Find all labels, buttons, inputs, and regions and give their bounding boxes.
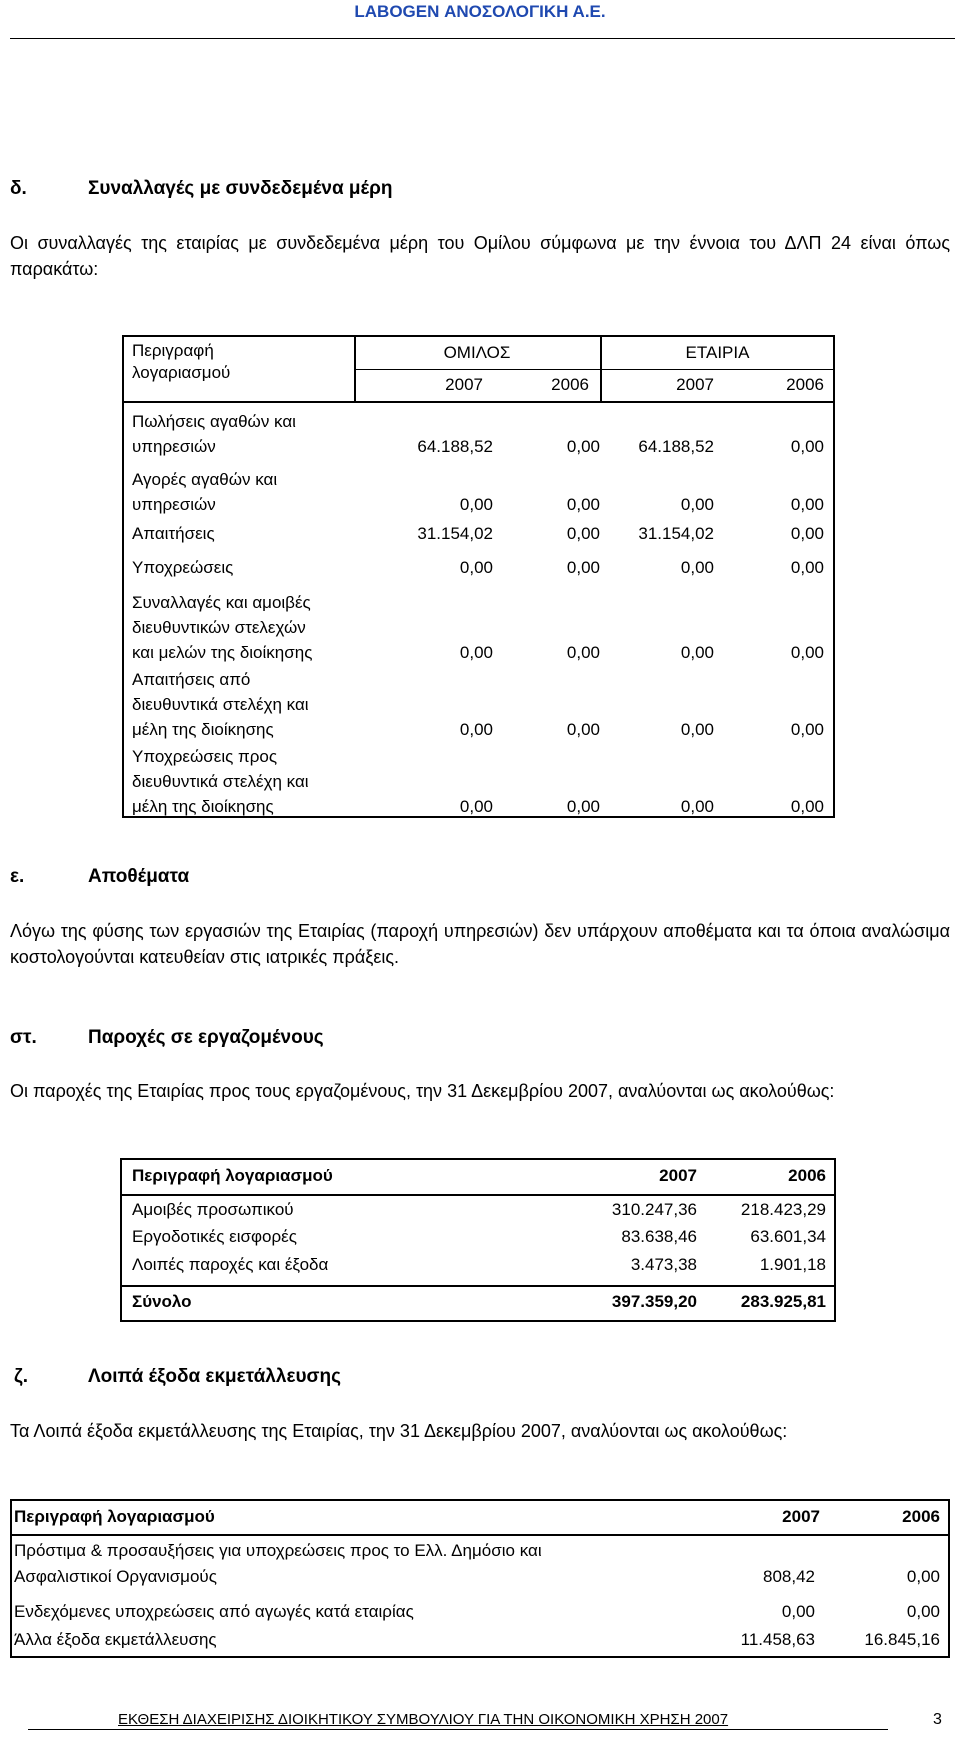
row-value: 0,00 xyxy=(566,437,600,456)
column-header-2007: 2007 xyxy=(659,1166,697,1185)
column-header-description: λογαριασμού xyxy=(132,363,231,382)
total-value-2006: 283.925,81 xyxy=(740,1292,826,1311)
row-value-2007: 310.247,36 xyxy=(611,1200,697,1219)
section-title: Αποθέματα xyxy=(88,866,190,887)
row-label: Συναλλαγές και αμοιβές xyxy=(132,593,311,612)
row-value: 0,00 xyxy=(790,643,824,662)
row-value: 0,00 xyxy=(566,797,600,816)
row-value: 0,00 xyxy=(459,797,493,816)
row-label: υπηρεσιών xyxy=(132,495,216,514)
row-label: και μελών της διοίκησης xyxy=(132,643,313,662)
row-label: Πρόστιμα & προσαυξήσεις για υποχρεώσεις προς το Ελλ. Δημόσιο και xyxy=(14,1541,542,1560)
section-z-paragraph: Τα Λοιπά έξοδα εκμετάλλευσης της Εταιρίας, την 31 Δεκεμβρίου 2007, αναλύονται ως ακολούθως: xyxy=(10,1421,788,1441)
column-header-2006: 2006 xyxy=(902,1507,940,1526)
section-e-paragraph: Λόγω της φύσης των εργασιών της Εταιρίας (παροχή υπηρεσιών) δεν υπάρχουν αποθέματα και τα όποια αναλώσιμα κοστολογούνται κατευθείαν στις ιατρικές πράξεις. xyxy=(10,921,950,967)
section-d-paragraph: Οι συναλλαγές της εταιρίας με συνδεδεμένα μέρη του Ομίλου σύμφωνα με την έννοια του ΔΛΠ 24 είναι όπως παρακάτω: xyxy=(10,233,950,279)
row-value: 0,00 xyxy=(459,643,493,662)
row-label: μέλη της διοίκησης xyxy=(132,720,274,739)
row-value-2007: 0,00 xyxy=(781,1602,815,1621)
row-value: 0,00 xyxy=(566,720,600,739)
total-value-2007: 397.359,20 xyxy=(611,1292,697,1311)
row-value: 31.154,02 xyxy=(417,524,493,543)
year-header: 2007 xyxy=(445,375,483,394)
row-value-2007: 3.473,38 xyxy=(630,1255,697,1274)
row-value-2007: 83.638,46 xyxy=(621,1227,697,1246)
row-label: μέλη της διοίκησης xyxy=(132,797,274,816)
row-label: Αγορές αγαθών και xyxy=(132,470,278,489)
row-value: 0,00 xyxy=(566,524,600,543)
header-bottom-rule xyxy=(122,401,835,403)
header-bottom-rule xyxy=(120,1194,836,1196)
row-value: 0,00 xyxy=(566,643,600,662)
row-value: 0,00 xyxy=(680,495,714,514)
header-divider xyxy=(354,369,835,370)
footer-text: ΕΚΘΕΣΗ ΔΙΑΧΕΙΡΙΣΗΣ ΔΙΟΙΚΗΤΙΚΟΥ ΣΥΜΒΟΥΛΙΟΥ ΓΙΑ ΤΗΝ ΟΙΚΟΝΟΜΙΚΗ ΧΡΗΣΗ 2007 xyxy=(118,1711,729,1728)
header-bottom-rule xyxy=(10,1534,950,1536)
row-value-2006: 1.901,18 xyxy=(759,1255,826,1274)
row-value: 0,00 xyxy=(459,558,493,577)
row-value: 64.188,52 xyxy=(417,437,493,456)
page-number: 3 xyxy=(933,1711,942,1728)
column-header-description: Περιγραφή λογαριασμού xyxy=(14,1507,215,1526)
row-value: 0,00 xyxy=(566,495,600,514)
row-value-2006: 16.845,16 xyxy=(864,1630,940,1649)
row-value: 0,00 xyxy=(566,558,600,577)
row-value-2006: 63.601,34 xyxy=(750,1227,826,1246)
row-value: 0,00 xyxy=(680,558,714,577)
row-label: διευθυντικά στελέχη και xyxy=(132,772,309,791)
company-header: ΕΤΑΙΡΙΑ xyxy=(685,343,750,362)
row-value: 0,00 xyxy=(459,720,493,739)
row-label: Αμοιβές προσωπικού xyxy=(132,1200,294,1219)
section-z-heading xyxy=(10,1366,342,1388)
column-header-2006: 2006 xyxy=(788,1166,826,1185)
row-label: Απαιτήσεις από xyxy=(132,670,251,689)
row-label: Εργοδοτικές εισφορές xyxy=(132,1227,297,1246)
total-label: Σύνολο xyxy=(132,1292,192,1311)
row-label: διευθυντικών στελεχών xyxy=(132,618,306,637)
row-label: Πωλήσεις αγαθών και xyxy=(132,412,296,431)
section-st-heading xyxy=(10,1027,324,1049)
section-d-heading xyxy=(10,178,393,200)
row-label: Υποχρεώσεις xyxy=(132,558,234,577)
section-st-paragraph: Οι παροχές της Εταιρίας προς τους εργαζομένους, την 31 Δεκεμβρίου 2007, αναλύονται ως ακολούθως: xyxy=(10,1081,835,1101)
row-value-2007: 808,42 xyxy=(763,1567,815,1586)
row-value: 0,00 xyxy=(459,495,493,514)
row-value-2006: 218.423,29 xyxy=(740,1200,826,1219)
section-title: Συναλλαγές με συνδεδεμένα μέρη xyxy=(88,178,393,199)
row-value: 0,00 xyxy=(680,797,714,816)
year-header: 2006 xyxy=(551,375,589,394)
section-number: στ. xyxy=(10,1027,37,1048)
footer-rule xyxy=(28,1729,888,1730)
row-label: Άλλα έξοδα εκμετάλλευσης xyxy=(14,1630,217,1649)
group-header: ΟΜΙΛΟΣ xyxy=(443,343,511,362)
header-rule xyxy=(10,38,955,39)
row-label: υπηρεσιών xyxy=(132,437,216,456)
row-value: 64.188,52 xyxy=(638,437,714,456)
row-label: διευθυντικά στελέχη και xyxy=(132,695,309,714)
section-title: Παροχές σε εργαζομένους xyxy=(88,1027,324,1048)
column-header-description: Περιγραφή λογαριασμού xyxy=(132,1166,333,1185)
year-header: 2007 xyxy=(676,375,714,394)
section-number: ε. xyxy=(10,866,25,887)
document-header: LABOGEN ΑΝΟΣΟΛΟΓΙΚΗ Α.Ε. xyxy=(354,2,606,21)
row-value: 0,00 xyxy=(790,720,824,739)
row-value: 0,00 xyxy=(790,437,824,456)
row-label: Λοιπές παροχές και έξοδα xyxy=(132,1255,329,1274)
row-value: 0,00 xyxy=(790,558,824,577)
row-label: Ενδεχόμενες υποχρεώσεις από αγωγές κατά εταιρίας xyxy=(14,1602,414,1621)
row-value-2006: 0,00 xyxy=(906,1602,940,1621)
column-header-description: Περιγραφή xyxy=(132,341,214,360)
column-header-2007: 2007 xyxy=(782,1507,820,1526)
row-value: 31.154,02 xyxy=(638,524,714,543)
row-value: 0,00 xyxy=(680,643,714,662)
row-label: Ασφαλιστικοί Οργανισμούς xyxy=(14,1567,217,1586)
row-value-2007: 11.458,63 xyxy=(740,1630,815,1649)
section-e-heading xyxy=(10,866,190,888)
row-value: 0,00 xyxy=(790,495,824,514)
row-label: Απαιτήσεις xyxy=(132,524,215,543)
row-value-2006: 0,00 xyxy=(906,1567,940,1586)
row-value: 0,00 xyxy=(680,720,714,739)
row-label: Υποχρεώσεις προς xyxy=(132,747,278,766)
total-top-rule xyxy=(120,1285,836,1287)
row-value: 0,00 xyxy=(790,797,824,816)
section-number: δ. xyxy=(10,178,27,199)
section-title: Λοιπά έξοδα εκμετάλλευσης xyxy=(88,1366,342,1387)
row-value: 0,00 xyxy=(790,524,824,543)
section-number: ζ. xyxy=(14,1366,29,1387)
year-header: 2006 xyxy=(786,375,824,394)
